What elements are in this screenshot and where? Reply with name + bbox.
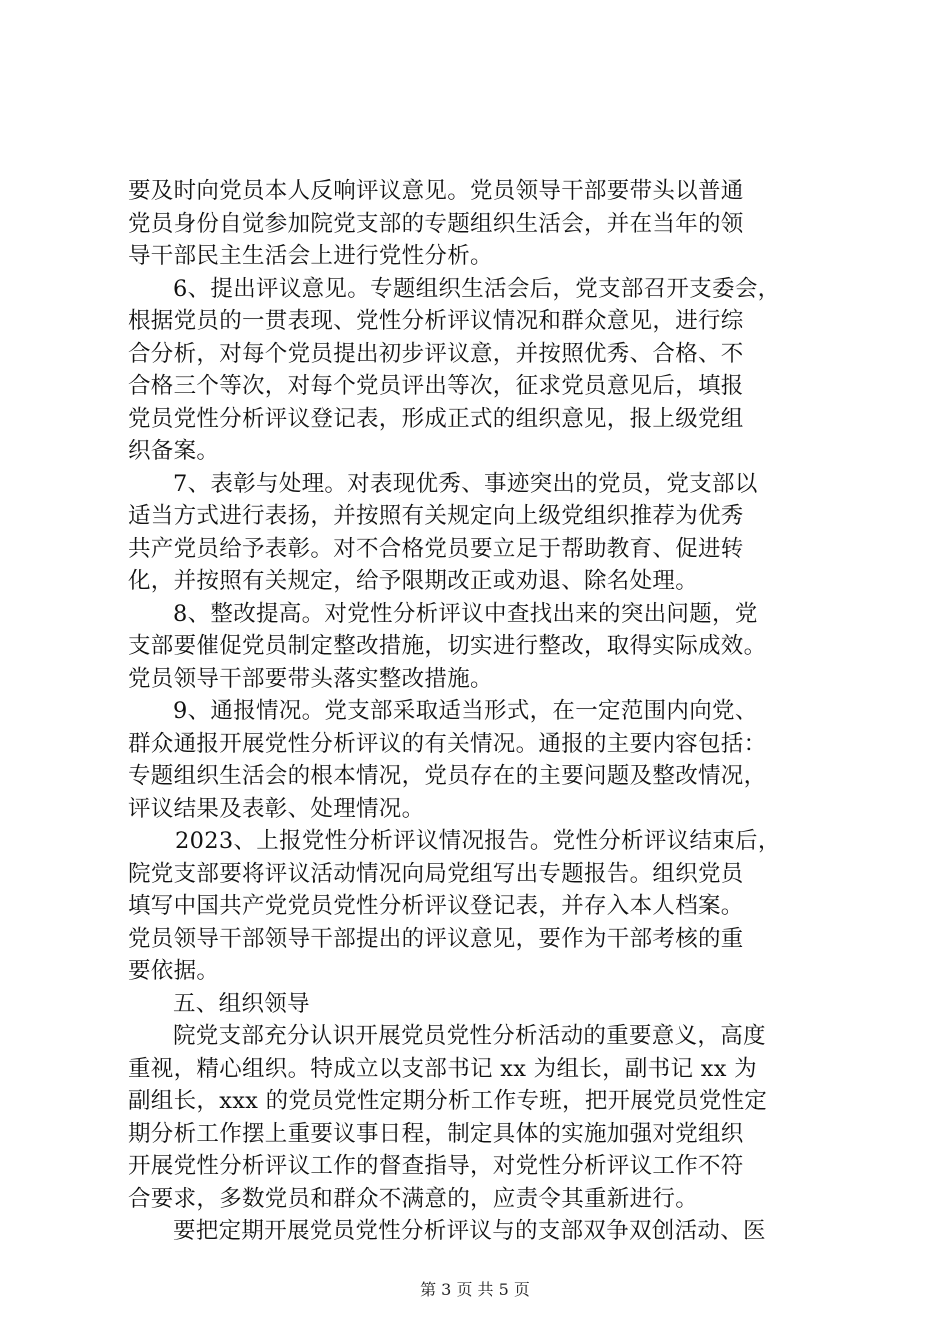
text-line: 要依据。 <box>128 958 220 984</box>
text-line: 根据党员的一贯表现、党性分析评议情况和群众意见，进行综 <box>128 308 744 334</box>
text-line: 要及时向党员本人反响评议意见。党员领导干部要带头以普通 <box>128 178 744 204</box>
text-line: 合分析，对每个党员提出初步评议意，并按照优秀、合格、不 <box>128 340 744 367</box>
page-footer: 第 3 页 共 5 页 <box>420 1280 530 1299</box>
text-line: 专题组织生活会的根本情况，党员存在的主要问题及整改情况， <box>128 763 767 789</box>
paragraph-last-start: 要把定期开展党员党性分析评议与的支部双争双创活动、医 <box>173 1218 766 1244</box>
paragraph-6-start: 6、提出评议意见。专题组织生活会后，党支部召开支委会， <box>173 275 781 302</box>
text-line: 合格三个等次，对每个党员评出等次，征求党员意见后，填报 <box>128 373 744 399</box>
text-line: 党员领导干部领导干部提出的评议意见，要作为干部考核的重 <box>128 925 744 952</box>
text-line: 期分析工作摆上重要议事日程，制定具体的实施加强对党组织 <box>128 1120 744 1147</box>
text-line: 适当方式进行表扬，并按照有关规定向上级党组织推荐为优秀 <box>128 503 744 529</box>
text-line: 群众通报开展党性分析评议的有关情况。通报的主要内容包括： <box>128 730 767 757</box>
text-line: 副组长，xxx 的党员党性定期分析工作专班，把开展党员党性定 <box>128 1088 768 1114</box>
body-text <box>128 175 828 1248</box>
paragraph-9-start: 9、通报情况。党支部采取适当形式，在一定范围内向党、 <box>173 698 758 724</box>
text-line: 合要求，多数党员和群众不满意的，应责令其重新进行。 <box>128 1185 699 1212</box>
text-line: 化，并按照有关规定，给予限期改正或劝退、除名处理。 <box>128 568 699 594</box>
text-line: 支部要催促党员制定整改措施，切实进行整改，取得实际成效。 <box>128 633 767 659</box>
section-heading: 五、组织领导 <box>173 990 310 1017</box>
text-line: 导干部民主生活会上进行党性分析。 <box>128 243 493 269</box>
text-line: 开展党性分析评议工作的督查指导，对党性分析评议工作不符 <box>128 1153 744 1179</box>
text-line: 评议结果及表彰、处理情况。 <box>128 795 425 822</box>
text-line: 党员身份自觉参加院党支部的专题组织生活会，并在当年的领 <box>128 210 744 237</box>
text-line: 织备案。 <box>128 438 220 464</box>
text-line: 院党支部要将评议活动情况向局党组写出专题报告。组织党员 <box>128 860 744 887</box>
paragraph-org-start: 院党支部充分认识开展党员党性分析活动的重要意义，高度 <box>173 1023 766 1049</box>
text-line: 共产党员给予表彰。对不合格党员要立足于帮助教育、促进转 <box>128 535 744 562</box>
text-line: 党员党性分析评议登记表，形成正式的组织意见，报上级党组 <box>128 405 744 432</box>
text-line: 重视，精心组织。特成立以支部书记 xx 为组长，副书记 xx 为 <box>128 1055 757 1082</box>
paragraph-8-start: 8、整改提高。对党性分析评议中查找出来的突出问题，党 <box>173 600 758 627</box>
text-line: 党员领导干部要带头落实整改措施。 <box>128 665 493 692</box>
paragraph-10-start: 2023、上报党性分析评议情况报告。党性分析评议结束后， <box>175 828 781 854</box>
paragraph-7-start: 7、表彰与处理。对表现优秀、事迹突出的党员，党支部以 <box>173 470 758 497</box>
text-line: 填写中国共产党党员党性分析评议登记表，并存入本人档案。 <box>128 893 744 919</box>
